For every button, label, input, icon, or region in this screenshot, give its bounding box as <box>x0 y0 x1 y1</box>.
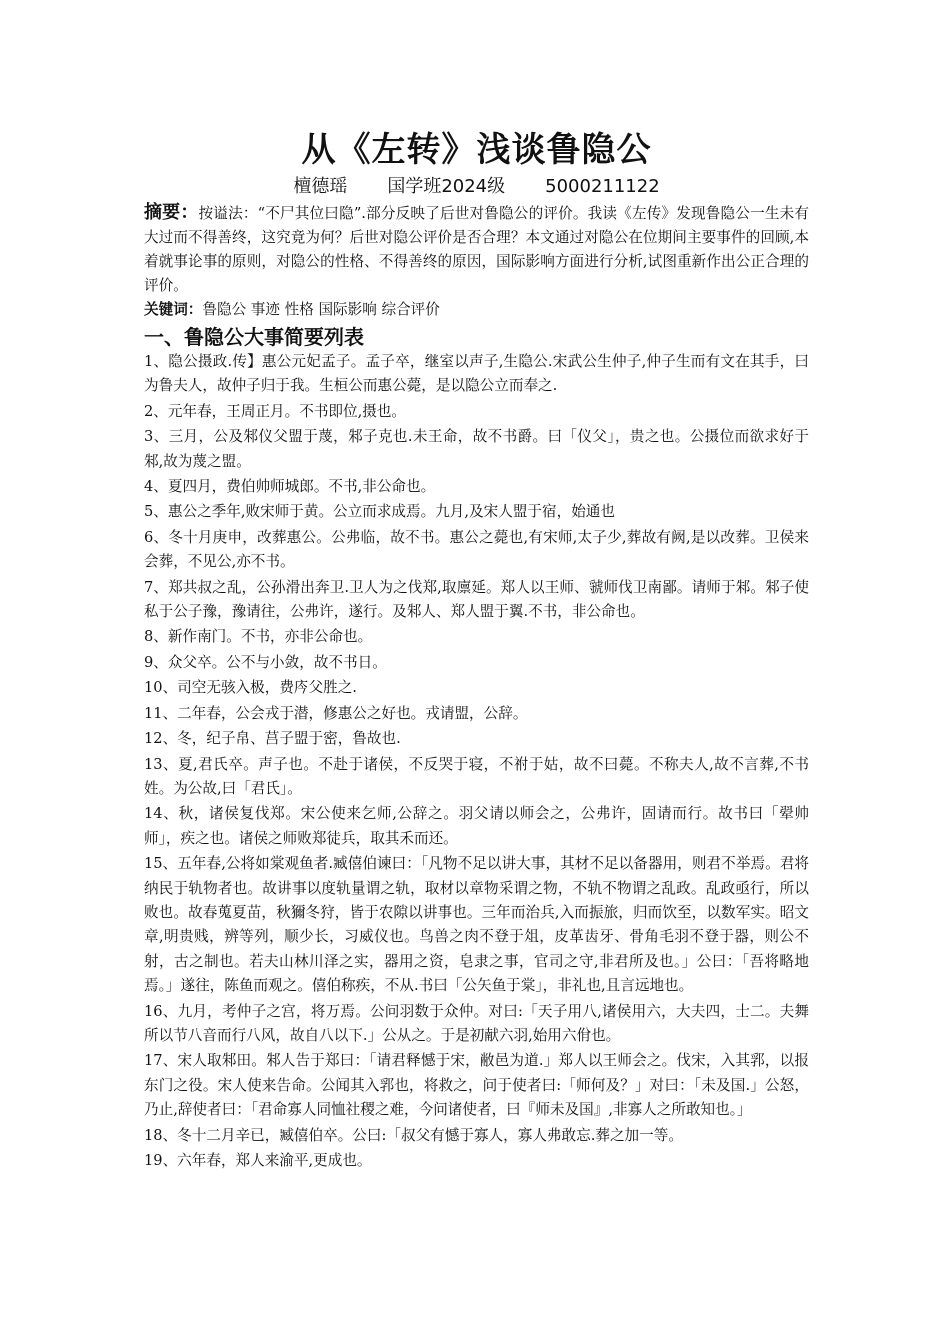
list-item: 18、冬十二月辛已，臧僖伯卒。公曰:「叔父有憾于寡人，寡人弗敢忘.葬之加一等。 <box>144 1126 683 1144</box>
event-list <box>144 350 809 1173</box>
list-item: 4、夏四月，费伯帅师城郎。不书,非公命也。 <box>144 478 436 496</box>
author-line <box>144 174 809 200</box>
author-name: 檀德瑶 <box>293 176 348 197</box>
list-item: 3、三月，公及邾仪父盟于蔑，邾子克也.未王命，故不书爵。曰「仪父」，贵之也。公摄位而欲求好于邾,故为蔑之盟。 <box>144 428 809 470</box>
list-item: 14、秋，诸侯复伐郑。宋公使来乞师,公辞之。羽父请以师会之，公弗许，固请而行。故书曰「翚帅师」，疾之也。诸侯之师败郑徒兵，取其禾而还。 <box>144 805 809 847</box>
list-item: 8、新作南门。不书，亦非公命也。 <box>144 628 373 646</box>
list-item: 1、隐公摄政.传】惠公元妃孟子。孟子卒，继室以声子,生隐公.宋武公生仲子,仲子生而有文在其手，曰为鲁夫人，故仲子归于我。生桓公而惠公薨，是以隐公立而奉之. <box>144 353 809 395</box>
list-item: 13、夏,君氏卒。声子也。不赴于诸侯，不反哭于寝，不祔于姑，故不曰薨。不称夫人,故不言葬,不书姓。为公故,曰「君氏」。 <box>144 755 809 797</box>
keywords <box>144 298 809 322</box>
list-item: 2、元年春，王周正月。不书即位,摄也。 <box>144 402 407 420</box>
paper-title: 从《左转》浅谈鲁隐公 <box>301 130 652 170</box>
abstract <box>144 201 809 298</box>
section-heading: 一、鲁隐公大事简要列表 <box>144 325 364 349</box>
list-item: 19、六年春，郑人来渝平,更成也。 <box>144 1152 372 1169</box>
list-item: 5、惠公之季年,败宋师于黄。公立而求成焉。九月,及宋人盟于宿，始通也 <box>144 503 615 521</box>
list-item: 11、二年春，公会戎于潜，修惠公之好也。戎请盟，公辞。 <box>144 704 528 722</box>
list-item: 10、司空无骇入极，费庈父胜之. <box>144 679 357 697</box>
list-item: 7、郑共叔之乱，公孙滑出奔卫.卫人为之伐郑,取廪延。郑人以王师、虢师伐卫南鄙。请师于邾。邾子使私于公子豫，豫请往，公弗许，遂行。及邾人、郑人盟于翼.不书，非公命也。 <box>144 578 809 621</box>
keywords-label: 关键词： <box>144 301 203 318</box>
author-id: 5000211122 <box>545 176 660 197</box>
abstract-text: 按谥法：“不尸其位曰隐”.部分反映了后世对鲁隐公的评价。我读《左传》发现鲁隐公一生未有大过而不得善终，这究竟为何？后世对隐公评价是否合理？本文通过对隐公在位期间主要事件的回顾,本着就事论事的原则，对隐公的性格、不得善终的原因，国际影响方面进行分析,试图重新作出公正合理的评价。 <box>144 205 809 294</box>
list-item: 15、五年春,公将如棠观鱼者.臧僖伯谏曰：「凡物不足以讲大事，其材不足以备器用，则君不举焉。君将纳民于轨物者也。故讲事以度轨量谓之轨，取材以章物采谓之物，不轨不物谓之乱政。乱政亟行，所以败也。故春蒐夏苗，秋獮冬狩，皆于农隙以讲事也。三年而治兵,入而振旅，归而饮至，以数军实。昭文章,明贵贱，辨等列，顺少长，习威仪也。鸟兽之肉不登于俎，皮革齿牙、骨角毛羽不登于器，则公不射，古之制也。若夫山林川泽之实，器用之资，皂隶之事，官司之守,非君所及也。」公曰：「吾将略地焉。」遂往，陈鱼而观之。僖伯称疾，不从.书曰「公矢鱼于棠」，非礼也,且言远地也。 <box>144 855 809 995</box>
document-content <box>144 128 809 1174</box>
list-item: 6、冬十月庚申，改葬惠公。公弗临，故不书。惠公之薨也,有宋师,太子少,葬故有阙,是以改葬。卫侯来会葬，不见公,亦不书。 <box>144 528 809 571</box>
author-class: 国学班2024级 <box>387 176 506 197</box>
keywords-text: 鲁隐公 事迹 性格 国际影响 综合评价 <box>202 301 440 318</box>
list-item: 17、宋人取邾田。邾人告于郑曰：「请君释憾于宋，敝邑为道.」郑人以王师会之。伐宋，入其郛，以报东门之役。宋人使来告命。公闻其入郛也，将救之，问于使者曰:「师何及？」对曰：「未及国.」公怒，乃止,辞使者曰：「君命寡人同恤社稷之难，今问诸使者，曰『师未及国』,非寡人之所敢知也。」 <box>144 1052 809 1119</box>
list-item: 16、九月，考仲子之宫，将万焉。公问羽数于众仲。对曰:「天子用八,诸侯用六，大夫四，士二。夫舞所以节八音而行八风，故自八以下.」公从之。于是初献六羽,始用六佾也。 <box>144 1002 809 1044</box>
abstract-label: 摘要： <box>144 202 199 223</box>
list-item: 9、众父卒。公不与小敛，故不书日。 <box>144 653 387 671</box>
list-item: 12、冬，纪子帛、莒子盟于密，鲁故也. <box>144 730 401 748</box>
